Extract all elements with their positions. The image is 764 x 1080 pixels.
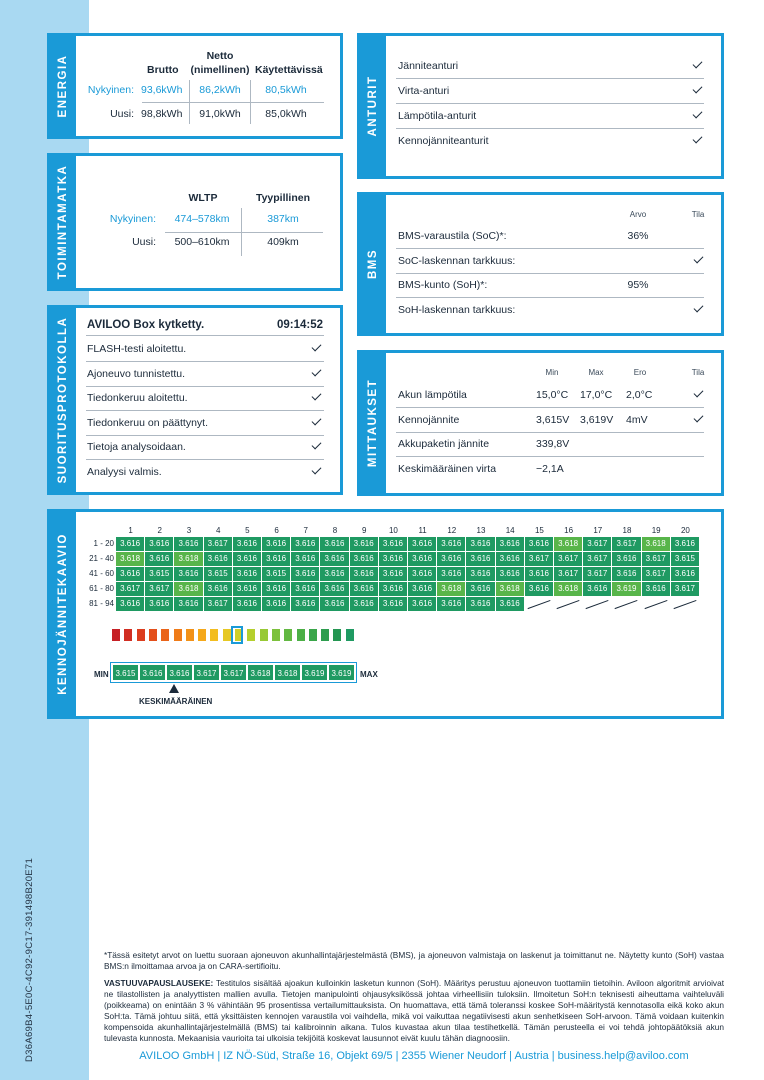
footer-address: AVILOO GmbH | IZ NÖ-Süd, Straße 16, Objekt 69/5 | 2355 Wiener Neudorf | Austria | business.help@aviloo.com — [139, 1050, 689, 1062]
value: 387km — [267, 213, 299, 225]
cell-voltage: 3.616 — [262, 537, 290, 551]
value: 474–578km — [174, 213, 230, 225]
cell-voltage: 3.616 — [350, 582, 378, 596]
measure-label: Akun lämpötila — [398, 389, 467, 401]
gradient-swatch — [174, 629, 182, 641]
column-header: 7 — [303, 526, 308, 535]
scale-value: 3.619 — [328, 664, 355, 681]
kennojannitekaavio-tab: KENNOJÄNNITEKAAVIO — [50, 512, 76, 716]
row-label: 21 - 40 — [89, 554, 114, 563]
cell-voltage: 3.617 — [583, 537, 611, 551]
protocol-step: Tiedonkeruu on päättynyt. — [87, 416, 209, 429]
gradient-swatch — [309, 629, 317, 641]
sensor-item: Kennojänniteanturit — [398, 135, 489, 147]
cell-voltage: 3.616 — [379, 552, 407, 566]
cell-voltage: 3.618 — [496, 582, 524, 596]
cell-voltage: 3.616 — [350, 597, 378, 611]
bms-value: 95% — [627, 279, 649, 291]
energia-tab: ENERGIA — [50, 36, 76, 136]
gradient-swatch — [186, 629, 194, 641]
column-header: 1 — [128, 526, 133, 535]
cell-voltage: 3.615 — [145, 567, 173, 581]
scale-value: 3.617 — [193, 664, 220, 681]
cell-voltage: 3.616 — [116, 567, 144, 581]
cell-voltage: 3.616 — [525, 582, 553, 596]
gradient-swatch — [321, 629, 329, 641]
column-header: 11 — [418, 526, 427, 535]
cell-voltage: 3.616 — [496, 537, 524, 551]
average-marker-icon — [169, 684, 179, 693]
cell-voltage: 3.616 — [408, 537, 436, 551]
cell-voltage: 3.616 — [466, 567, 494, 581]
toimintamatka-tab: TOIMINTAMATKA — [50, 156, 76, 288]
cell-voltage: 3.616 — [437, 537, 465, 551]
cell-voltage: 3.616 — [379, 537, 407, 551]
protocol-title: AVILOO Box kytketty. — [87, 319, 205, 331]
measure-label: Kennojännite — [398, 413, 460, 426]
cell-voltage: 3.617 — [116, 582, 144, 596]
col-tila: Tila — [691, 210, 705, 219]
cell-voltage: 3.615 — [262, 567, 290, 581]
cell-voltage: 3.616 — [320, 567, 348, 581]
cell-voltage: 3.616 — [350, 537, 378, 551]
cell-voltage: 3.616 — [671, 567, 699, 581]
cell-voltage: 3.618 — [554, 537, 582, 551]
row-label: Nykyinen: — [87, 84, 134, 96]
gradient-swatch — [149, 629, 157, 641]
measure-min: −2,1A — [536, 462, 564, 475]
cell-voltage: 3.616 — [408, 582, 436, 596]
sensor-item: Lämpötila-anturit — [398, 110, 477, 122]
document-id: D36A69B4-5E0C-4C92-9C17-391498B20E71 — [24, 857, 35, 1062]
gradient-swatch — [137, 629, 145, 641]
bms-label: SoC-laskennan tarkkuus: — [398, 254, 516, 267]
cell-voltage: 3.616 — [145, 537, 173, 551]
header-wltp: WLTP — [188, 192, 218, 204]
scale-frame — [110, 662, 357, 683]
cell-voltage: 3.616 — [612, 552, 640, 566]
header-kaytettavissa: Käytettävissä — [255, 64, 323, 76]
empty-cell — [583, 597, 611, 611]
measure-min: 3,615V — [536, 413, 570, 426]
gradient-swatch — [272, 629, 280, 641]
row-label: 41 - 60 — [89, 569, 114, 578]
cell-voltage: 3.616 — [642, 582, 670, 596]
empty-cell — [612, 597, 640, 611]
cell-voltage: 3.616 — [320, 597, 348, 611]
header-netto: Netto — [206, 50, 234, 62]
cell-voltage: 3.616 — [408, 552, 436, 566]
average-label: KESKIMÄÄRÄINEN — [139, 697, 213, 706]
column-header: 6 — [274, 526, 279, 535]
cell-voltage: 3.616 — [116, 537, 144, 551]
value: 93,6kWh — [141, 84, 183, 96]
header-brutto: Brutto — [147, 64, 179, 76]
anturit-tab: ANTURIT — [360, 36, 386, 176]
cell-voltage: 3.616 — [320, 537, 348, 551]
cell-voltage: 3.617 — [145, 582, 173, 596]
column-header: 15 — [534, 526, 544, 535]
cell-voltage: 3.616 — [466, 597, 494, 611]
row-label: 61 - 80 — [89, 584, 114, 593]
cell-voltage: 3.616 — [262, 552, 290, 566]
col-max: Max — [588, 368, 604, 377]
mittaukset-tab: MITTAUKSET — [360, 353, 386, 493]
gradient-swatch — [198, 629, 206, 641]
gradient-marker — [231, 626, 243, 644]
bms-value: 36% — [627, 230, 649, 242]
cell-voltage: 3.616 — [145, 597, 173, 611]
row-label: 1 - 20 — [93, 539, 114, 548]
cell-voltage: 3.616 — [350, 567, 378, 581]
column-header: 18 — [622, 526, 632, 535]
cell-voltage: 3.616 — [525, 537, 553, 551]
measure-label: Keskimääräinen virta — [398, 462, 497, 475]
gradient-swatch — [223, 629, 231, 641]
empty-cell — [671, 597, 699, 611]
sensor-item: Virta-anturi — [398, 85, 450, 97]
column-header: 17 — [593, 526, 603, 535]
protocol-step: Tietoja analysoidaan. — [87, 441, 186, 453]
gradient-swatch — [260, 629, 268, 641]
row-label: Uusi: — [132, 236, 156, 248]
column-header: 13 — [476, 526, 486, 535]
scale-value: 3.618 — [247, 664, 274, 681]
measure-min: 339,8V — [536, 438, 570, 450]
measure-ero: 4mV — [626, 413, 648, 426]
measure-max: 17,0°C — [580, 389, 613, 401]
cell-voltage: 3.616 — [291, 537, 319, 551]
cell-voltage: 3.617 — [612, 537, 640, 551]
cell-voltage: 3.616 — [291, 582, 319, 596]
measure-ero: 2,0°C — [626, 389, 653, 401]
measure-max: 3,619V — [580, 413, 614, 426]
cell-voltage: 3.616 — [496, 552, 524, 566]
cell-voltage: 3.618 — [642, 537, 670, 551]
scale-value: 3.619 — [301, 664, 328, 681]
column-header: 3 — [186, 526, 192, 535]
protocol-step: Analyysi valmis. — [87, 465, 162, 478]
value: 409km — [267, 236, 299, 248]
column-header: 16 — [564, 526, 574, 535]
cell-voltage: 3.616 — [291, 567, 319, 581]
value: 91,0kWh — [199, 108, 241, 120]
gradient-swatch — [346, 629, 354, 641]
cell-voltage: 3.616 — [320, 552, 348, 566]
cell-voltage: 3.616 — [233, 552, 261, 566]
footnote-bms: *Tässä esitetyt arvot on luettu suoraan ajoneuvon akunhallintajärjestelmästä (BMS), ja ajoneuvon valmistaja on laskenut ja toimittanut ne. Näytetty kunto (SoH) vastaa BMS:n ilmoittamaa arvoa ja on CARA-sertifioitu. — [104, 950, 724, 971]
cell-voltage: 3.616 — [174, 567, 202, 581]
column-header: 12 — [447, 526, 457, 535]
cell-voltage: 3.616 — [233, 537, 261, 551]
row-label: Uusi: — [110, 108, 134, 120]
column-header: 19 — [651, 526, 661, 535]
anturit-panel — [357, 33, 724, 179]
cell-voltage: 3.617 — [554, 552, 582, 566]
cell-voltage: 3.616 — [233, 582, 261, 596]
cell-voltage: 3.616 — [233, 567, 261, 581]
cell-voltage: 3.616 — [496, 597, 524, 611]
row-label: Nykyinen: — [109, 213, 156, 225]
empty-cell — [642, 597, 670, 611]
column-header: 10 — [388, 526, 398, 535]
scale-value: 3.617 — [220, 664, 247, 681]
cell-voltage: 3.616 — [145, 552, 173, 566]
cell-voltage: 3.616 — [525, 567, 553, 581]
value: 86,2kWh — [199, 84, 241, 96]
scale-max-label: MAX — [360, 670, 378, 679]
value: 500–610km — [174, 236, 230, 248]
column-header: 14 — [505, 526, 515, 535]
cell-voltage: 3.617 — [204, 537, 232, 551]
cell-voltage: 3.617 — [525, 552, 553, 566]
cell-voltage: 3.616 — [320, 582, 348, 596]
scale-value: 3.616 — [139, 664, 166, 681]
protocol-step: Ajoneuvo tunnistettu. — [87, 367, 186, 380]
cell-voltage: 3.616 — [408, 567, 436, 581]
cell-voltage: 3.616 — [583, 582, 611, 596]
cell-voltage: 3.617 — [642, 552, 670, 566]
scale-value: 3.616 — [166, 664, 193, 681]
cell-voltage: 3.618 — [437, 582, 465, 596]
cell-voltage: 3.616 — [496, 567, 524, 581]
empty-cell — [554, 597, 582, 611]
cell-voltage: 3.616 — [379, 567, 407, 581]
gradient-swatch — [124, 629, 132, 641]
cell-voltage: 3.616 — [466, 552, 494, 566]
cell-voltage: 3.616 — [379, 582, 407, 596]
column-header: 5 — [245, 526, 250, 535]
cell-voltage: 3.616 — [437, 552, 465, 566]
cell-voltage: 3.617 — [554, 567, 582, 581]
cell-voltage: 3.616 — [466, 537, 494, 551]
measure-min: 15,0°C — [536, 389, 569, 401]
cell-voltage: 3.616 — [174, 597, 202, 611]
row-label: 81 - 94 — [89, 599, 114, 608]
scale-value: 3.618 — [274, 664, 301, 681]
gradient-swatch — [333, 629, 341, 641]
cell-voltage: 3.616 — [204, 552, 232, 566]
column-header: 4 — [215, 526, 221, 535]
col-arvo: Arvo — [629, 210, 647, 219]
disclaimer: VASTUUVAPAUSLAUSEKE: Testitulos sisältää ajoakun kulloinkin lasketun kunnon (SoH). Määritys perustuu ajoneuvon tuottamiin tietoihin. Aviloon algoritmit arvioivat ne tilastollisten ja analyyttisten mallien avulla. Tietojen manipulointi ohjausyksikössä johtaa virheellisiin tuloksiin. Ilmoitetun SoH:n teknisesti aiheuttama vaihteluväli (poikkeama) on enintään 3 % vähintään 95 prosentissa vertailumittauksista. On huomattava, että tämä toleranssi koskee SoH-määritystä kennotasolla eikä koko akun SoH:ta. Tämä johtuu siitä, että yksittäisten kennojen varaustila voi vaihdella, mikä voi vaikuttaa negatiivisesti akun senhetkiseen SoH-arvoon. Tämä voidaan kuitenkin kompensoida akunhallintajärjestelmällä (BMS) tai kalibroinnin aikana. Tulos kuvastaa akun tilaa testihetkellä. Tämän perusteella ei voi tehdä johtopäätöksiä akun tulevasta kunnosta. Mekaanisia vaurioita tai ulkoisia tekijöitä koskevat lausunnot eivät kuulu tähän diagnoosiin. — [104, 978, 724, 1043]
bms-tab: BMS — [360, 195, 386, 333]
header-netto-sub: (nimellinen) — [190, 64, 250, 76]
cell-voltage: 3.616 — [116, 597, 144, 611]
gradient-swatch — [161, 629, 169, 641]
bms-label: BMS-varaustila (SoC)*: — [398, 230, 507, 242]
cell-voltage: 3.615 — [204, 567, 232, 581]
cell-voltage: 3.615 — [671, 552, 699, 566]
gradient-swatch — [284, 629, 292, 641]
cell-voltage: 3.616 — [174, 537, 202, 551]
cell-voltage: 3.616 — [262, 597, 290, 611]
empty-cell — [525, 597, 553, 611]
cell-voltage: 3.617 — [583, 567, 611, 581]
bms-label: SoH-laskennan tarkkuus: — [398, 303, 516, 316]
cell-voltage: 3.616 — [437, 597, 465, 611]
cell-voltage: 3.616 — [612, 567, 640, 581]
cell-voltage: 3.616 — [437, 567, 465, 581]
cell-voltage: 3.618 — [174, 552, 202, 566]
sensor-item: Jänniteanturi — [398, 60, 459, 72]
gradient-swatch — [112, 629, 120, 641]
gradient-swatch — [297, 629, 305, 641]
scale-min-label: MIN — [94, 670, 109, 679]
cell-voltage: 3.617 — [583, 552, 611, 566]
column-header: 8 — [332, 526, 338, 535]
protocol-step: FLASH-testi aloitettu. — [87, 343, 187, 355]
gradient-swatch — [247, 629, 255, 641]
cell-voltage: 3.616 — [262, 582, 290, 596]
measure-label: Akkupaketin jännite — [398, 438, 490, 450]
cell-voltage: 3.618 — [116, 552, 144, 566]
cell-voltage: 3.617 — [671, 582, 699, 596]
cell-voltage: 3.616 — [233, 597, 261, 611]
cell-voltage: 3.616 — [379, 597, 407, 611]
cell-voltage: 3.618 — [554, 582, 582, 596]
cell-voltage: 3.617 — [642, 567, 670, 581]
column-header: 20 — [680, 526, 690, 535]
scale-value: 3.615 — [112, 664, 139, 681]
cell-voltage: 3.617 — [204, 597, 232, 611]
cell-voltage: 3.616 — [204, 582, 232, 596]
header-tyypillinen: Tyypillinen — [255, 192, 311, 204]
column-header: 9 — [361, 526, 367, 535]
value: 80,5kWh — [265, 84, 307, 96]
cell-voltage: 3.616 — [291, 597, 319, 611]
value: 85,0kWh — [265, 108, 307, 120]
protocol-time: 09:14:52 — [276, 319, 323, 331]
bms-label: BMS-kunto (SoH)*: — [398, 279, 488, 291]
col-min: Min — [545, 368, 559, 377]
cell-voltage: 3.616 — [350, 552, 378, 566]
gradient-swatch — [210, 629, 218, 641]
value: 98,8kWh — [141, 108, 183, 120]
cell-voltage: 3.618 — [174, 582, 202, 596]
column-header: 2 — [157, 526, 162, 535]
cell-voltage: 3.616 — [671, 537, 699, 551]
col-tila: Tila — [691, 368, 705, 377]
cell-voltage: 3.616 — [408, 597, 436, 611]
cell-voltage: 3.619 — [612, 582, 640, 596]
cell-voltage: 3.616 — [291, 552, 319, 566]
col-ero: Ero — [633, 368, 647, 377]
suoritusprotokolla-tab: SUORITUSPROTOKOLLA — [50, 308, 76, 492]
protocol-step: Tiedonkeruu aloitettu. — [87, 392, 188, 404]
cell-voltage: 3.616 — [466, 582, 494, 596]
